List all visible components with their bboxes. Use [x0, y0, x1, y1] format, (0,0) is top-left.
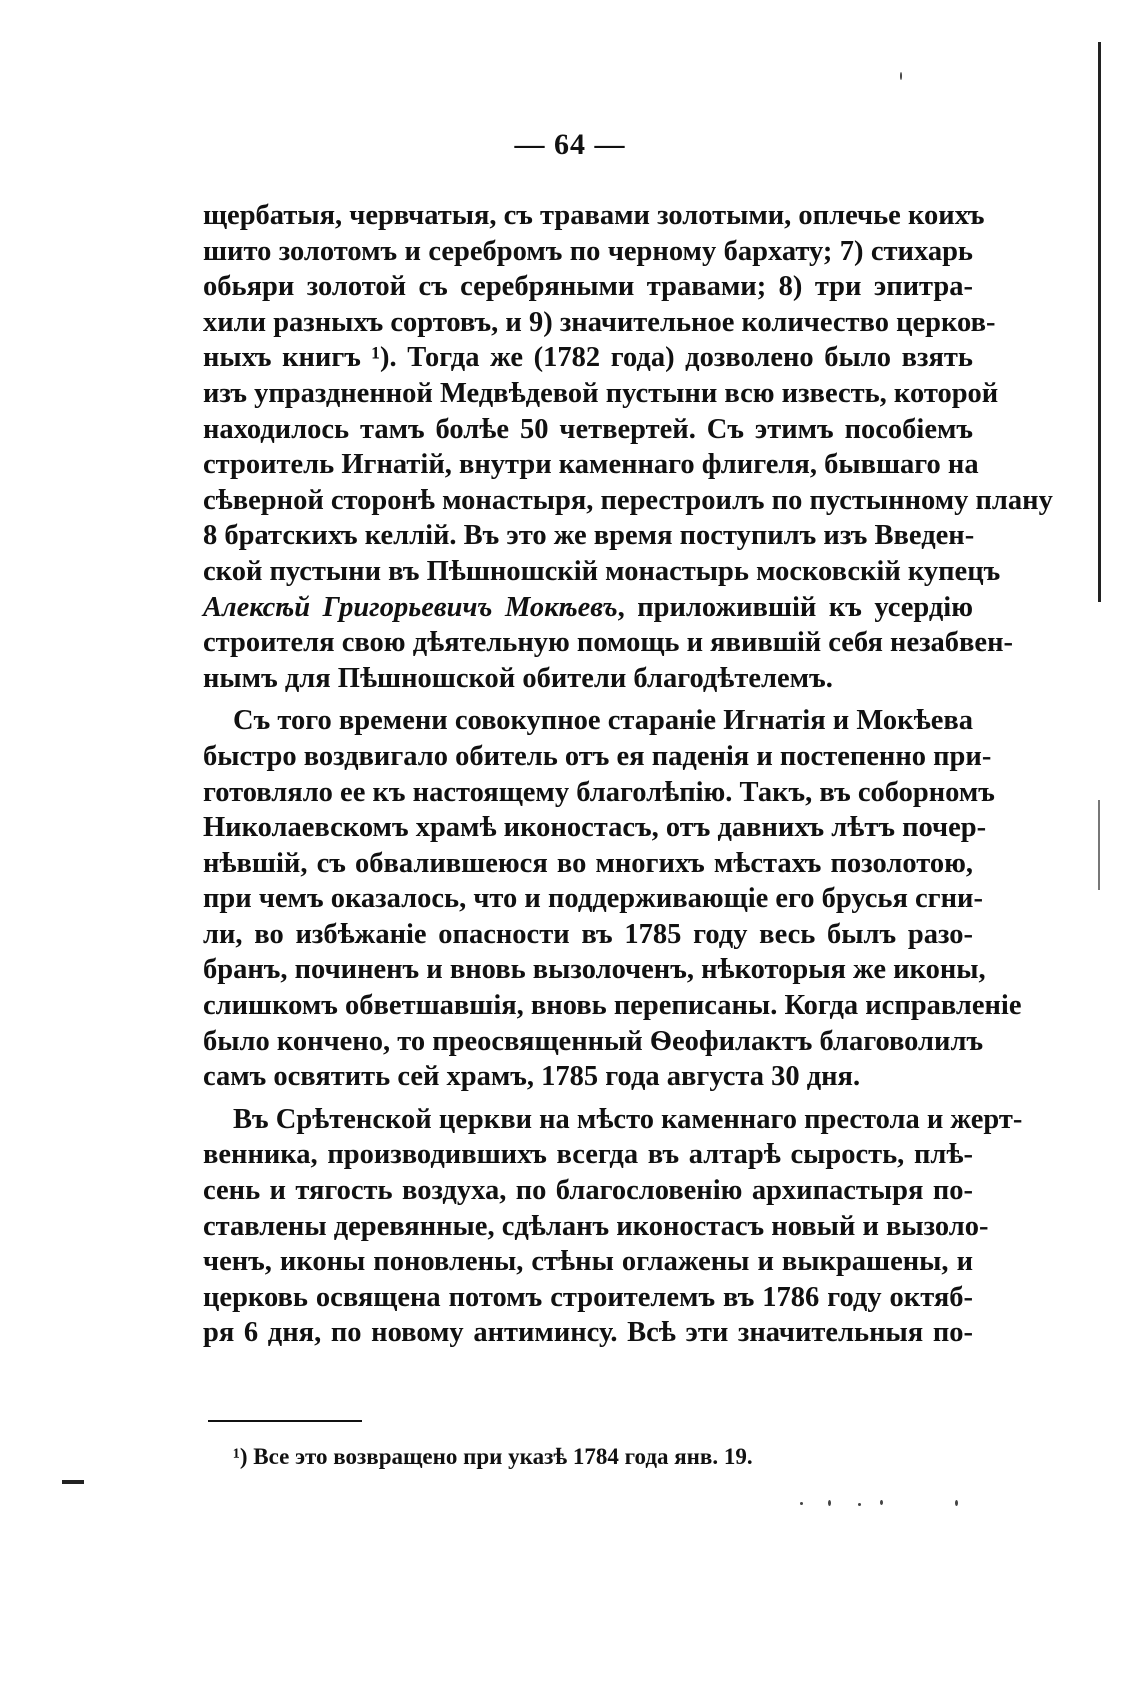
text-line: при чемъ оказалось, что и поддерживающіе его брусья сгни-	[203, 883, 983, 915]
scan-speck	[880, 1500, 883, 1505]
text-line: строитель Игнатій, внутри каменнаго флигеля, бывшаго на	[203, 449, 979, 481]
text-line: шито золотомъ и серебромъ по черному бархату; 7) стихарь	[203, 235, 973, 267]
text-line: сѣверной сторонѣ монастыря, перестроилъ по пустынному плану	[203, 484, 1053, 516]
scan-speck	[858, 1503, 861, 1506]
scan-speck	[800, 1502, 803, 1505]
text-line: самъ освятить сей храмъ, 1785 года августа 30 дня.	[203, 1061, 861, 1093]
text-line: готовляло ее къ настоящему благолѣпію. Такъ, въ соборномъ	[203, 776, 995, 808]
text-line: бранъ, починенъ и вновь вызолоченъ, нѣкоторыя же иконы,	[203, 954, 986, 986]
text-line: хили разныхъ сортовъ, и 9) значительное количество церков-	[203, 306, 996, 338]
text-line: сень и тягость воздуха, по благословенію архипастыря по-	[203, 1175, 973, 1207]
text-line: изъ упраздненной Медвѣдевой пустыни всю известь, которой	[203, 377, 999, 409]
scan-speck	[828, 1500, 831, 1506]
text-line: обьяри золотой съ серебряными травами; 8) три эпитра-	[203, 271, 973, 303]
text-line: было кончено, то преосвященный Ѳеофилактъ благоволилъ	[203, 1025, 984, 1057]
text-line: находилось тамъ болѣе 50 четвертей. Съ этимъ пособіемъ	[203, 413, 973, 445]
text-line: 8 братскихъ келлій. Въ это же время поступилъ изъ Введен-	[203, 520, 975, 552]
scan-edge-mark	[1098, 800, 1100, 890]
page-number: — 64 —	[514, 128, 626, 161]
footnote: ¹) Все это возвращено при указѣ 1784 года янв. 19.	[233, 1444, 753, 1469]
scan-speck	[955, 1500, 958, 1506]
text-line: венника, производившихъ всегда въ алтарѣ сырость, плѣ-	[203, 1139, 973, 1171]
text-line: быстро воздвигало обитель отъ ея паденія и постепенно при-	[203, 740, 992, 772]
text-line: нѣвшій, съ обвалившеюся во многихъ мѣстахъ позолотою,	[203, 847, 973, 879]
text-line: Въ Срѣтенской церкви на мѣсто каменнаго престола и жерт-	[233, 1103, 1023, 1135]
footnote-rule	[208, 1420, 362, 1422]
text-line: ставлены деревянные, сдѣланъ иконостасъ новый и вызоло-	[203, 1210, 989, 1242]
text-line: ря 6 дня, по новому антиминсу. Всѣ эти значительныя по-	[203, 1317, 973, 1349]
text-line: нымъ для Пѣшношской обители благодѣтелемъ.	[203, 662, 833, 694]
scan-edge-mark	[62, 1480, 84, 1484]
text-line: ли, во избѣжаніе опасности въ 1785 году весь былъ разо-	[203, 918, 973, 950]
text-line: Николаевскомъ храмѣ иконостасъ, отъ давнихъ лѣтъ почер-	[203, 812, 987, 844]
text-line: ской пустыни въ Пѣшношскій монастырь московскій купецъ	[203, 555, 1001, 587]
text-line: строителя свою дѣятельную помощь и явившій себя незабвен-	[203, 627, 1013, 659]
text-line: Съ того времени совокупное стараніе Игнатія и Мокѣева	[233, 705, 973, 737]
text-line: ченъ, иконы поновлены, стѣны оглажены и выкрашены, и	[203, 1246, 973, 1278]
text-line-italic-name: Алексѣй Григорьевичъ Мокѣевъ, приложившій къ усердію	[203, 591, 973, 623]
body-text	[203, 198, 1053, 1351]
scan-edge-mark	[1098, 42, 1101, 602]
text-line: слишкомъ обветшавшія, вновь переписаны. Когда исправленіе	[203, 990, 1022, 1022]
text-line: церковь освящена потомъ строителемъ въ 1786 году октяб-	[203, 1281, 973, 1313]
text-line: щербатыя, червчатыя, съ травами золотыми, оплечье коихъ	[203, 200, 985, 231]
text-line: ныхъ книгъ ¹). Тогда же (1782 года) дозволено было взять	[203, 342, 973, 374]
scan-speck	[900, 72, 902, 80]
